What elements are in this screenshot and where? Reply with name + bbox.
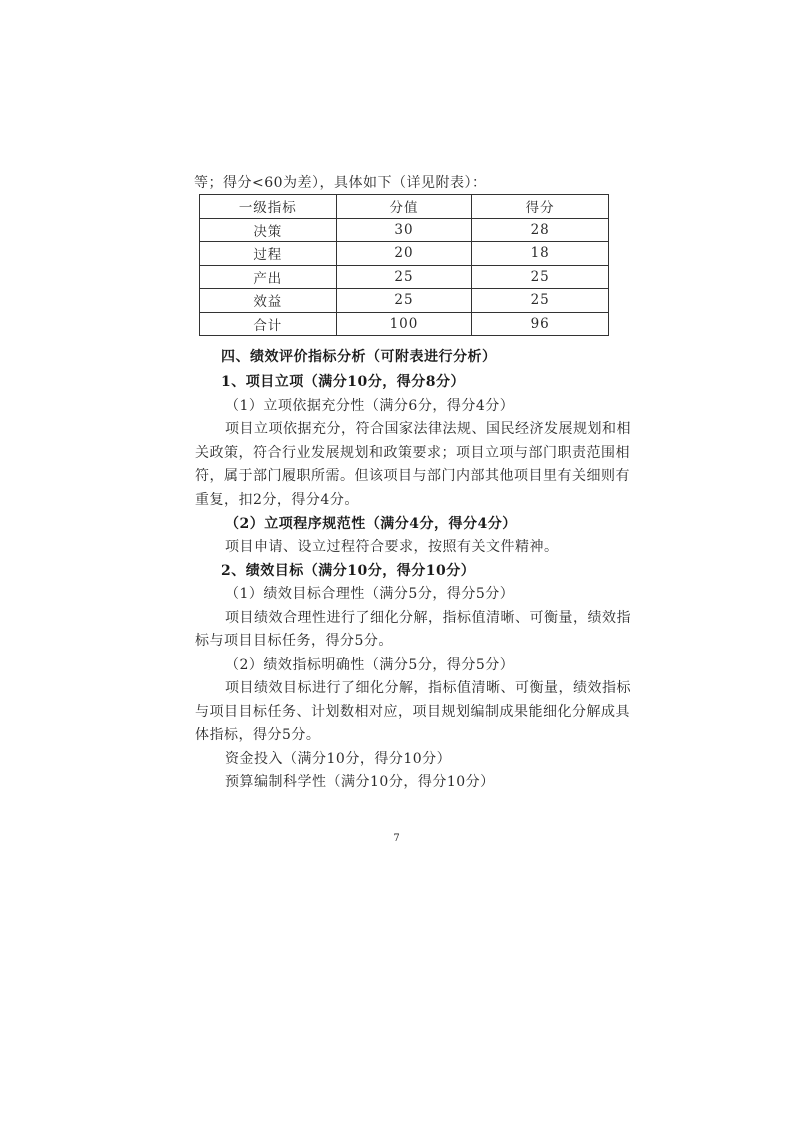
paragraph-line: 符，属于部门履职所需。但该项目与部门内部其他项目里有关细则有 <box>195 468 630 484</box>
table-row-total <box>200 312 609 336</box>
subsection-heading: 2、绩效目标（满分10分，得分10分） <box>221 563 476 579</box>
table-header-row <box>200 195 609 219</box>
paragraph-line: 体指标，得分5分。 <box>195 727 321 743</box>
table-cell: 合计 <box>200 312 337 336</box>
table-row <box>200 218 609 242</box>
table-cell: 25 <box>472 265 609 289</box>
table-header-cell: 分值 <box>336 195 472 219</box>
paragraph-line: 项目绩效合理性进行了细化分解，指标值清晰、可衡量，绩效指 <box>225 610 631 626</box>
intro-text: 等；得分<60为差），具体如下（详见附表）： <box>194 175 487 191</box>
table-cell: 28 <box>472 218 609 242</box>
table-cell: 18 <box>472 242 609 266</box>
section-heading: 四、绩效评价指标分析（可附表进行分析） <box>221 349 497 365</box>
item-heading: （1）绩效目标合理性（满分5分，得分5分） <box>225 586 515 602</box>
paragraph-line: 与项目目标任务、计划数相对应，项目规划编制成果能细化分解成具 <box>195 704 630 720</box>
paragraph-line: 项目申请、设立过程符合要求，按照有关文件精神。 <box>225 539 559 555</box>
table-header-cell: 得分 <box>472 195 609 219</box>
table-row <box>200 289 609 313</box>
table-cell: 25 <box>472 289 609 313</box>
table-cell: 30 <box>336 218 472 242</box>
table-header-cell: 一级指标 <box>200 195 337 219</box>
paragraph-line: 重复，扣2分，得分4分。 <box>195 492 359 508</box>
table-cell: 25 <box>336 289 472 313</box>
paragraph-line: 项目立项依据充分，符合国家法律法规、国民经济发展规划和相 <box>225 421 631 437</box>
score-table <box>199 194 609 336</box>
subsection-heading: 资金投入（满分10分，得分10分） <box>225 751 452 767</box>
table-cell: 过程 <box>200 242 337 266</box>
table-row <box>200 265 609 289</box>
paragraph-line: 项目绩效目标进行了细化分解，指标值清晰、可衡量，绩效指标 <box>225 680 631 696</box>
item-heading: （2）立项程序规范性（满分4分，得分4分） <box>225 516 517 532</box>
item-heading: （1）立项依据充分性（满分6分，得分4分） <box>225 398 515 414</box>
table-cell: 96 <box>472 312 609 336</box>
subsection-heading: 1、项目立项（满分10分，得分8分） <box>221 374 465 390</box>
table-cell: 25 <box>336 265 472 289</box>
table-cell: 100 <box>336 312 472 336</box>
item-heading: （2）绩效指标明确性（满分5分，得分5分） <box>225 657 515 673</box>
item-heading: 预算编制科学性（满分10分，得分10分） <box>225 774 495 790</box>
table-cell: 决策 <box>200 218 337 242</box>
table-cell: 效益 <box>200 289 337 313</box>
table-cell: 产出 <box>200 265 337 289</box>
paragraph-line: 关政策，符合行业发展规划和政策要求；项目立项与部门职责范围相 <box>195 445 630 461</box>
table-row <box>200 242 609 266</box>
table-cell: 20 <box>336 242 472 266</box>
page-number: 7 <box>393 833 400 844</box>
paragraph-line: 标与项目目标任务，得分5分。 <box>195 633 393 649</box>
